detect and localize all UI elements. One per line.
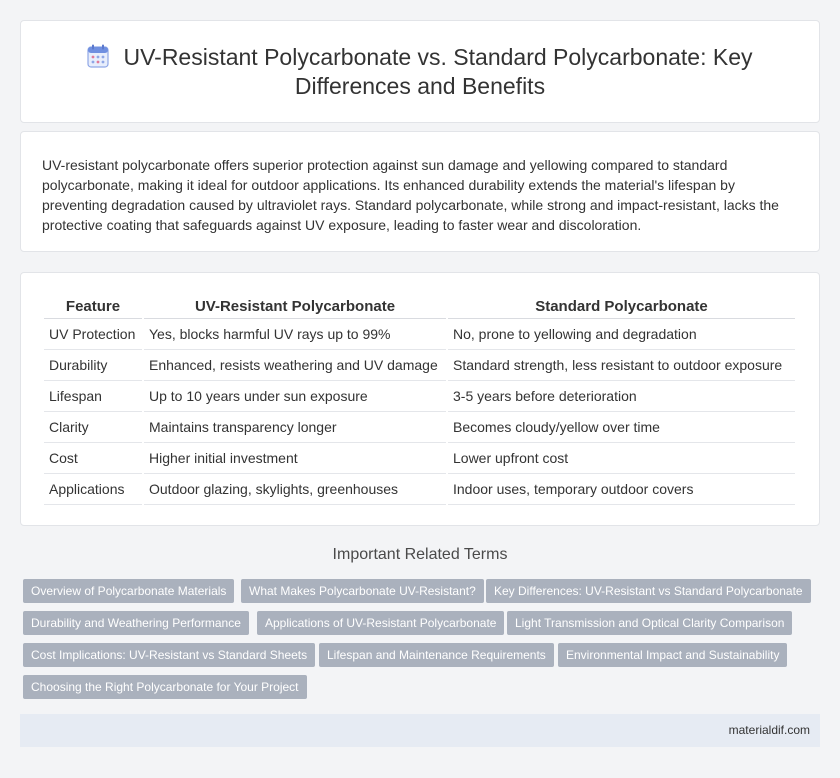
table-cell: Indoor uses, temporary outdoor covers (448, 474, 795, 505)
related-tag[interactable]: What Makes Polycarbonate UV-Resistant? (241, 579, 484, 603)
related-tag[interactable]: Cost Implications: UV-Resistant vs Standard Sheets (23, 643, 315, 667)
table-cell: Durability (44, 350, 142, 381)
table-cell: Higher initial investment (144, 443, 446, 474)
table-row (44, 319, 795, 350)
table-cell: Standard strength, less resistant to outdoor exposure (448, 350, 795, 381)
comparison-card (20, 272, 820, 526)
related-tag[interactable]: Environmental Impact and Sustainability (558, 643, 787, 667)
table-cell: Maintains transparency longer (144, 412, 446, 443)
table-cell: Lower upfront cost (448, 443, 795, 474)
related-tag[interactable]: Durability and Weathering Performance (23, 611, 249, 635)
table-cell: Up to 10 years under sun exposure (144, 381, 446, 412)
related-tag[interactable]: Overview of Polycarbonate Materials (23, 579, 234, 603)
table-cell: Applications (44, 474, 142, 505)
table-cell: Enhanced, resists weathering and UV damage (144, 350, 446, 381)
related-terms-title: Important Related Terms (332, 546, 508, 563)
header-card (20, 20, 820, 123)
related-tag[interactable]: Key Differences: UV-Resistant vs Standard Polycarbonate (486, 579, 811, 603)
table-row (44, 381, 795, 412)
page-title (21, 43, 819, 101)
related-tag[interactable]: Applications of UV-Resistant Polycarbonate (257, 611, 504, 635)
table-row (44, 412, 795, 443)
table-cell: Cost (44, 443, 142, 474)
table-header-row (44, 295, 795, 319)
table-row (44, 350, 795, 381)
table-cell: 3-5 years before deterioration (448, 381, 795, 412)
header-feature: Feature (44, 295, 142, 319)
title-line-1: UV-Resistant Polycarbonate vs. Standard Polycarbonate: Key (123, 44, 753, 70)
related-tag[interactable]: Light Transmission and Optical Clarity Comparison (507, 611, 792, 635)
intro-card (20, 131, 820, 252)
table-cell: Yes, blocks harmful UV rays up to 99% (144, 319, 446, 350)
intro-paragraph: UV-resistant polycarbonate offers superior protection against sun damage and yellowing compared to standard polycarbonate, making it ideal for outdoor applications. Its enhanced durability extends the material's lifespan by preventing degradation caused by ultraviolet rays. Standard polycarbonate, while strong and impact-resistant, lacks the protective coating that safeguards against UV exposure, leading to faster wear and discoloration. (42, 157, 779, 233)
table-cell: No, prone to yellowing and degradation (448, 319, 795, 350)
header-uv-resistant: UV-Resistant Polycarbonate (144, 295, 446, 319)
table-cell: Lifespan (44, 381, 142, 412)
table-cell: Becomes cloudy/yellow over time (448, 412, 795, 443)
related-tag[interactable]: Choosing the Right Polycarbonate for Your Project (23, 675, 307, 699)
table-cell: Outdoor glazing, skylights, greenhouses (144, 474, 446, 505)
title-line-2: Differences and Benefits (294, 73, 546, 99)
footer-bar (20, 714, 820, 747)
table-row (44, 443, 795, 474)
table-cell: UV Protection (44, 319, 142, 350)
calendar-icon (87, 44, 109, 68)
related-tag[interactable]: Lifespan and Maintenance Requirements (319, 643, 554, 667)
header-standard: Standard Polycarbonate (448, 295, 795, 319)
table-cell: Clarity (44, 412, 142, 443)
comparison-table (42, 295, 797, 505)
table-row (44, 474, 795, 505)
footer-site-link[interactable]: materialdif.com (728, 723, 810, 737)
